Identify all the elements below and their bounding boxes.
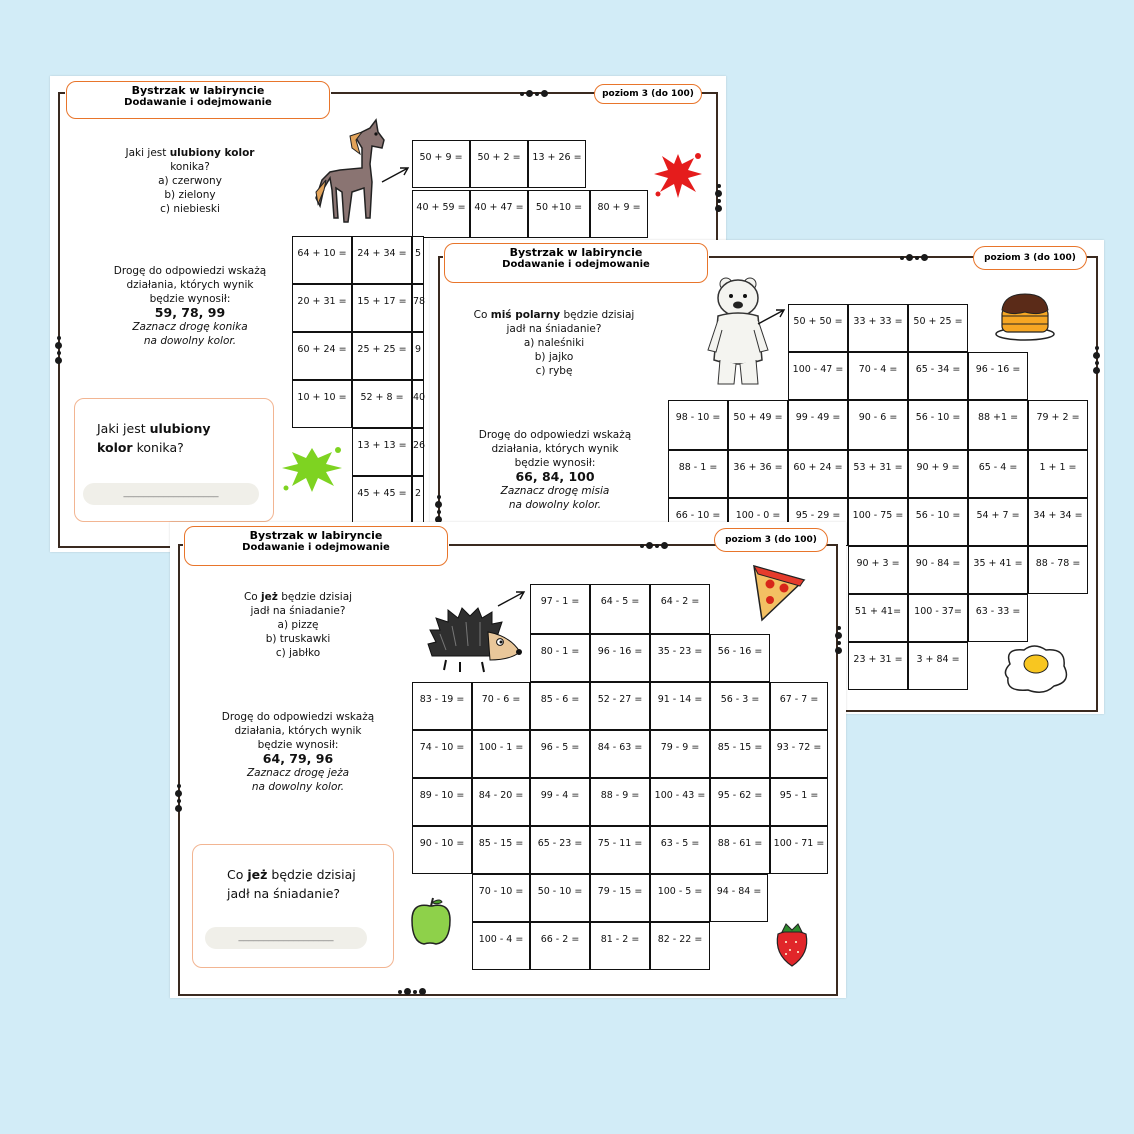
maze-cell[interactable]: 79 + 2 = [1028, 400, 1088, 450]
maze-cell[interactable]: 99 - 4 = [530, 778, 590, 826]
option-b: b) jajko [534, 351, 574, 363]
title-text: Bystrzak w labiryncie [509, 246, 643, 259]
maze-cell[interactable]: 100 - 4 = [472, 922, 530, 970]
maze-cell[interactable]: 1 + 1 = [1028, 450, 1088, 498]
maze-cell[interactable]: 70 - 6 = [472, 682, 530, 730]
option-a: a) naleśniki [523, 337, 585, 349]
paint-splat-green-icon [278, 440, 348, 496]
maze-cell[interactable]: 50 + 25 = [908, 304, 968, 352]
maze-cell[interactable]: 24 + 34 = [352, 236, 412, 284]
maze-cell[interactable]: 94 - 84 = [710, 874, 768, 922]
question-block: Jaki jest ulubiony kolor konika? a) czerwony b) zielony c) niebieski [90, 146, 290, 216]
border-ornament [1093, 346, 1100, 374]
maze-cell[interactable]: 84 - 63 = [590, 730, 650, 778]
border-ornament [435, 495, 442, 523]
maze-cell[interactable]: 99 - 49 = [788, 400, 848, 450]
maze-cell[interactable]: 63 - 5 = [650, 826, 710, 874]
maze-cell[interactable]: 97 - 1 = [530, 584, 590, 634]
maze-cell[interactable]: 9 [412, 332, 424, 380]
maze-cell[interactable]: 88 - 61 = [710, 826, 770, 874]
maze-cell[interactable]: 50 +10 = [528, 190, 590, 238]
maze-cell[interactable]: 54 + 7 = [968, 498, 1028, 546]
maze-cell[interactable]: 33 + 33 = [848, 304, 908, 352]
maze-cell[interactable]: 100 - 47 = [788, 352, 848, 400]
maze-cell[interactable]: 90 + 3 = [848, 546, 908, 594]
maze-cell[interactable]: 15 + 17 = [352, 284, 412, 332]
paint-splat-red-icon [648, 144, 708, 204]
maze-cell[interactable]: 100 - 43 = [650, 778, 710, 826]
target-results: 66, 84, 100 [515, 469, 595, 484]
maze-cell[interactable]: 35 + 41 = [968, 546, 1028, 594]
maze-cell[interactable]: 50 + 9 = [412, 140, 470, 188]
maze-cell[interactable]: 79 - 9 = [650, 730, 710, 778]
maze-cell[interactable]: 50 + 2 = [470, 140, 528, 188]
maze-cell[interactable]: 100 - 75 = [848, 498, 908, 546]
maze-cell[interactable]: 88 +1 = [968, 400, 1028, 450]
subtitle-text: Dodawanie i odejmowanie [502, 259, 650, 270]
maze-cell[interactable]: 98 - 10 = [668, 400, 728, 450]
maze-cell[interactable]: 13 + 13 = [352, 428, 412, 476]
option-c: c) niebieski [160, 203, 220, 215]
maze-cell[interactable]: 83 - 19 = [412, 682, 472, 730]
maze-cell[interactable]: 90 - 84 = [908, 546, 968, 594]
option-c: c) jabłko [275, 647, 321, 659]
maze-cell[interactable]: 100 - 1 = [472, 730, 530, 778]
border-ornament [835, 626, 842, 654]
maze-cell[interactable]: 78 [412, 284, 424, 332]
maze-cell[interactable]: 84 - 20 = [472, 778, 530, 826]
maze-cell[interactable]: 90 - 6 = [848, 400, 908, 450]
border-ornament [715, 184, 722, 212]
maze-cell[interactable]: 85 - 15 = [710, 730, 770, 778]
maze-cell[interactable]: 51 + 41= [848, 594, 908, 642]
border-ornament [900, 254, 928, 261]
maze-cell[interactable]: 85 - 6 = [530, 682, 590, 730]
maze-cell[interactable]: 95 - 29 = [788, 498, 848, 546]
maze-cell[interactable]: 100 - 37= [908, 594, 968, 642]
answer-line[interactable]: ___________________ [83, 483, 259, 505]
option-a: a) pizzę [277, 619, 319, 631]
title-text: Bystrzak w labiryncie [249, 529, 383, 542]
apple-icon [408, 896, 454, 946]
maze-cell[interactable]: 56 - 10 = [908, 498, 968, 546]
border-ornament [640, 542, 668, 549]
maze-cell[interactable]: 40 + 59 = [412, 190, 470, 238]
maze-cell[interactable]: 67 - 7 = [770, 682, 828, 730]
maze-cell[interactable]: 88 - 1 = [668, 450, 728, 498]
maze-cell[interactable]: 90 - 10 = [412, 826, 472, 874]
subtitle-text: Dodawanie i odejmowanie [242, 542, 390, 553]
maze-cell[interactable]: 74 - 10 = [412, 730, 472, 778]
maze-cell[interactable]: 79 - 15 = [590, 874, 650, 922]
maze-cell[interactable]: 65 - 23 = [530, 826, 590, 874]
worksheet-hedgehog [170, 522, 846, 998]
maze-cell[interactable]: 52 + 8 = [352, 380, 412, 428]
maze-cell[interactable]: 95 - 62 = [710, 778, 770, 826]
level-badge: poziom 3 (do 100) [973, 246, 1087, 270]
maze-cell[interactable]: 53 + 31 = [848, 450, 908, 498]
target-results: 59, 78, 99 [154, 305, 226, 320]
instruction-block: Drogę do odpowiedzi wskażą działania, których wynik będzie wynosił: 64, 79, 96 Zaznacz drogę jeża na dowolny kolor. [188, 710, 408, 794]
option-a: a) czerwony [158, 175, 222, 187]
maze-cell[interactable]: 75 - 11 = [590, 826, 650, 874]
maze-cell[interactable]: 50 + 49 = [728, 400, 788, 450]
maze-cell[interactable]: 70 - 10 = [472, 874, 530, 922]
question-block: Co miś polarny będzie dzisiaj jadł na śniadanie? a) naleśniki b) jajko c) rybę [450, 308, 658, 378]
answer-box: Co jeż będzie dzisiaj jadł na śniadanie? ___________________ [192, 844, 394, 968]
maze-cell[interactable]: 81 - 2 = [590, 922, 650, 970]
strawberry-icon [772, 920, 812, 968]
maze-cell[interactable]: 96 - 16 = [590, 634, 650, 682]
target-results: 64, 79, 96 [262, 751, 334, 766]
maze-cell[interactable]: 80 - 1 = [530, 634, 590, 682]
maze-cell[interactable]: 91 - 14 = [650, 682, 710, 730]
instruction-block: Drogę do odpowiedzi wskażą działania, których wynik będzie wynosił: 59, 78, 99 Zaznacz drogę konika na dowolny kolor. [80, 264, 300, 348]
instruction-block: Drogę do odpowiedzi wskażą działania, których wynik będzie wynosił: 66, 84, 100 Zaznacz drogę misia na dowolny kolor. [444, 428, 666, 512]
maze-cell[interactable]: 100 - 71 = [770, 826, 828, 874]
option-b: b) truskawki [265, 633, 331, 645]
maze-cell[interactable]: 96 - 16 = [968, 352, 1028, 400]
maze-cell[interactable]: 100 - 0 = [728, 498, 788, 546]
level-badge: poziom 3 (do 100) [594, 84, 702, 104]
pizza-icon [748, 562, 808, 624]
maze-cell[interactable]: 88 - 78 = [1028, 546, 1088, 594]
maze-cell[interactable]: 70 - 4 = [848, 352, 908, 400]
maze-cell[interactable]: 56 - 16 = [710, 634, 770, 682]
maze-cell[interactable]: 66 - 10 = [668, 498, 728, 546]
maze-cell[interactable]: 3 + 84 = [908, 642, 968, 690]
maze-cell[interactable]: 60 + 24 = [788, 450, 848, 498]
maze-cell[interactable]: 89 - 10 = [412, 778, 472, 826]
maze-cell[interactable]: 10 + 10 = [292, 380, 352, 428]
arrow-icon [756, 306, 788, 326]
maze-cell[interactable]: 5 [412, 236, 424, 284]
maze-cell[interactable]: 20 + 31 = [292, 284, 352, 332]
maze-cell[interactable]: 80 + 9 = [590, 190, 648, 238]
maze-cell[interactable]: 40 + 47 = [470, 190, 528, 238]
option-b: b) zielony [164, 189, 216, 201]
maze-cell[interactable]: 56 - 10 = [908, 400, 968, 450]
subtitle-text: Dodawanie i odejmowanie [124, 97, 272, 108]
worksheet-title [66, 81, 330, 119]
maze-cell[interactable]: 90 + 9 = [908, 450, 968, 498]
level-badge: poziom 3 (do 100) [714, 528, 828, 552]
maze-cell[interactable]: 85 - 15 = [472, 826, 530, 874]
pancakes-icon [994, 286, 1056, 342]
maze-cell[interactable]: 45 + 45 = [352, 476, 412, 524]
maze-cell[interactable]: 96 - 5 = [530, 730, 590, 778]
arrow-icon [496, 588, 528, 608]
title-text: Bystrzak w labiryncie [131, 84, 265, 97]
maze-cell[interactable]: 40 [412, 380, 424, 428]
worksheet-title [444, 243, 708, 283]
maze-cell[interactable]: 52 - 27 = [590, 682, 650, 730]
maze-cell[interactable]: 64 + 10 = [292, 236, 352, 284]
maze-cell[interactable]: 93 - 72 = [770, 730, 828, 778]
arrow-icon [380, 164, 412, 184]
maze-cell[interactable]: 65 - 34 = [908, 352, 968, 400]
maze-cell[interactable]: 100 - 5 = [650, 874, 710, 922]
maze-cell[interactable]: 56 - 3 = [710, 682, 770, 730]
polar-bear-icon [706, 276, 770, 390]
maze-cell[interactable]: 35 - 23 = [650, 634, 710, 682]
question-block: Co jeż będzie dzisiaj jadł na śniadanie? a) pizzę b) truskawki c) jabłko [200, 590, 396, 660]
hedgehog-icon [426, 606, 524, 674]
option-c: c) rybę [535, 365, 573, 377]
answer-box: Jaki jest ulubiony kolor konika? ___________________ [74, 398, 274, 522]
worksheet-title [184, 526, 448, 566]
border-ornament [398, 988, 426, 995]
maze-cell[interactable]: 60 + 24 = [292, 332, 352, 380]
maze-cell[interactable]: 34 + 34 = [1028, 498, 1088, 546]
fried-egg-icon [1000, 642, 1072, 696]
maze-cell[interactable]: 95 - 1 = [770, 778, 828, 826]
answer-line[interactable]: ___________________ [205, 927, 367, 949]
maze-cell[interactable]: 50 - 10 = [530, 874, 590, 922]
border-ornament [175, 784, 182, 812]
maze-cell[interactable]: 63 - 33 = [968, 594, 1028, 642]
maze-cell[interactable]: 64 - 2 = [650, 584, 710, 634]
maze-cell[interactable]: 26 [412, 428, 424, 476]
maze-cell[interactable]: 25 + 25 = [352, 332, 412, 380]
maze-cell[interactable]: 82 - 22 = [650, 922, 710, 970]
maze-cell[interactable]: 50 + 50 = [788, 304, 848, 352]
maze-cell[interactable]: 2 [412, 476, 424, 524]
maze-cell[interactable]: 88 - 9 = [590, 778, 650, 826]
border-ornament [55, 336, 62, 364]
maze-cell[interactable]: 13 + 26 = [528, 140, 586, 188]
border-ornament [520, 90, 548, 97]
maze-cell[interactable]: 65 - 4 = [968, 450, 1028, 498]
maze-cell[interactable]: 23 + 31 = [848, 642, 908, 690]
maze-cell[interactable]: 36 + 36 = [728, 450, 788, 498]
maze-cell[interactable]: 64 - 5 = [590, 584, 650, 634]
maze-cell[interactable]: 66 - 2 = [530, 922, 590, 970]
